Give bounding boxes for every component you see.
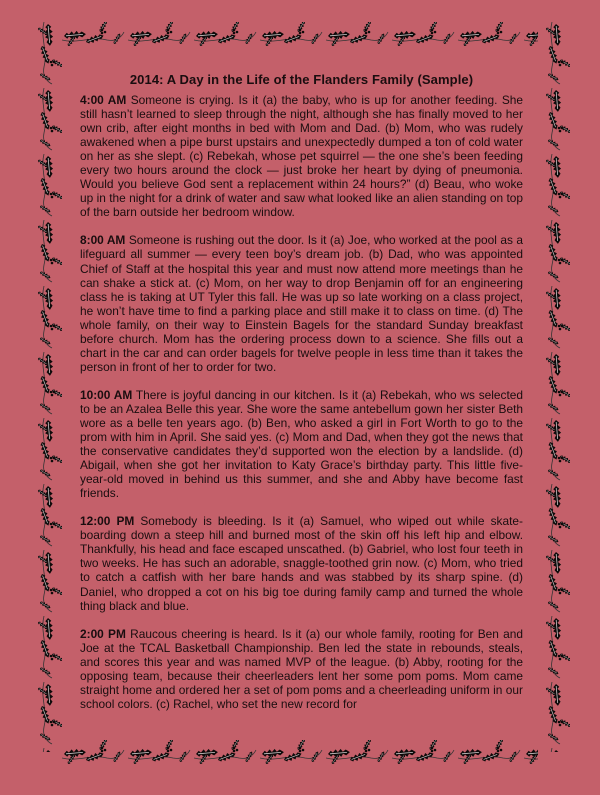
entry-time: 12:00 PM xyxy=(80,514,135,529)
document-title: 2014: A Day in the Life of the Flanders Family (Sample) xyxy=(129,72,474,87)
entry-time: 10:00 AM xyxy=(80,387,133,402)
entry-2pm xyxy=(80,627,523,711)
holly-border-left xyxy=(30,22,62,752)
newsletter-document xyxy=(80,72,523,725)
entry-text: There is joyful dancing in our kitchen. Is it (a) Rebekah, who ws selected to be an Azalea Belle this year. She wore the same antebellum gown her sister Beth wore as a belle ten years ago. (b) Ben, who asked a girl in Fort Worth to go to the prom with him in April. She said yes. (c) Mom and Dad, when they got the news that the conservative candidates they’d supported won the election by a landslide. (d) Abigail, when she got her invitation to Katy Grace’s birthday party. This little five-year-old moved in behind us this summer, and she and Abby have become fast friends. xyxy=(80,387,523,501)
entry-text: Raucous cheering is heard. Is it (a) our whole family, rooting for Ben and Joe at the TCAL Basketball Championship. Ben led the state in rebounds, steals, and scores this year and was named MVP of the league. (b) Abby, rooting for the opposing team, because their cheerleaders lent her some pom poms. Mom came straight home and ordered her a set of pom poms and a cheerleading uniform in our school colors. (c) Rachel, who set the new record for xyxy=(80,626,523,711)
entry-text: Someone is rushing out the door. Is it (a) Joe, who worked at the pool as a lifeguard all summer — every teen boy’s dream job. (b) Dad, who was appointed Chief of Staff at the hospital this year and must now attend more meetings than he can shake a stick at. (c) Mom, on her way to drop Benjamin off for an engineering class he is taking at UT Tyler this fall. He was up so late working on a class project, he won’t have time to find a parking place and still make it to class on time. (d) The whole family, on their way to Einstein Bagels for the standard Sunday breakfast before church. Mom has the ordering process down to a science. She fills out a chart in the car and can order bagels for twelve people in less time than it takes the person in front of her to order for two. xyxy=(80,233,523,374)
entry-10am xyxy=(80,388,523,500)
holly-vine-icon xyxy=(62,22,538,52)
entry-time: 2:00 PM xyxy=(80,626,126,641)
entry-12pm xyxy=(80,514,523,612)
holly-border-bottom xyxy=(62,740,538,770)
holly-vine-icon xyxy=(62,740,538,770)
entry-4am xyxy=(80,93,523,219)
entry-time: 4:00 AM xyxy=(80,93,127,107)
entry-8am xyxy=(80,233,523,373)
holly-vine-icon xyxy=(538,22,570,752)
holly-border-top xyxy=(62,22,538,52)
entry-text: Somebody is bleeding. Is it (a) Samuel, who wiped out while skate-boarding down a steep hill and burned most of the skin off his left hip and elbow. Thankfully, his head and face escaped unscathed. (b) Gabriel, who lost four teeth in two weeks. He has such an adorable, snaggle-toothed grin now. (c) Mom, who tried to catch a catfish with her bare hands and was stabbed by its sharp spine. (d) Daniel, who dropped a cot on his big toe during family camp and turned the whole thing black and blue. xyxy=(80,514,523,613)
holly-border-right xyxy=(538,22,570,752)
entry-time: 8:00 AM xyxy=(80,233,126,248)
holly-vine-icon xyxy=(30,22,62,752)
entry-text: Someone is crying. Is it (a) the baby, who is up for another feeding. She still hasn’t learned to sleep through the night, although she has finally moved to her own crib, after eight months in bed with Mom and Dad. (b) Mom, who was rudely awakened when a pipe burst upstairs and unexpectedly dumped a ton of cold water on her as she slept. (c) Rebekah, whose pet squirrel — the one she’s been feeding every two hours around the clock — just broke her heart by dying of pneumonia. Would you believe God sent a replacement within 24 hours?” (d) Beau, who woke up in the night for a drink of water and saw what looked like an alien standing on top of the barn outside her bedroom window. xyxy=(80,93,523,220)
